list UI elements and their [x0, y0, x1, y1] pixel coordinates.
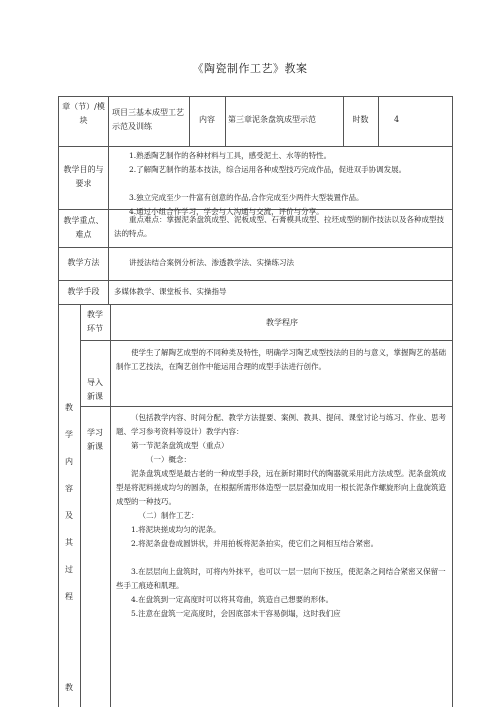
side-char: 内 [65, 457, 73, 466]
intro-text: 使学生了解陶艺成型的不同种类及特性，明确学习陶艺成型技法的目的与意义，掌握陶艺的基础制作工艺技法，在陶艺创作中能运用合理的成型手法进行创作。 [116, 348, 446, 371]
step-label: 教学环节 [87, 310, 103, 333]
side-char: 学 [65, 430, 73, 439]
chapter-value: 项目三基本成型工艺示范及训练 [112, 108, 184, 131]
study-para: 2.将泥条盘卷成圆饼状，并用拍板将泥条拍实，使它们之间相互结合紧密。 [131, 539, 379, 548]
means-label: 教学手段 [67, 287, 100, 296]
study-para: （包括教学内容、时间分配、教学方法提要、案例、教具、提问、课堂讨论与练习、作业、思考题、学习参考资料等设计）教学内容： [116, 413, 446, 436]
chapter-label: 章（节）/模块 [62, 102, 105, 125]
hours-value: 4 [394, 115, 400, 124]
side-char: 过 [65, 565, 73, 574]
goal-item: 1.熟悉陶艺制作的各种材料与工具，感受泥土、水等的特性。 [129, 151, 332, 160]
goal-item: 2.了解陶艺制作的基本技法，综合运用各种成型技巧完成作品，促进双手协调发展。 [129, 165, 407, 174]
side-char: 教 [65, 683, 73, 692]
key-points-label: 教学重点、难点 [63, 216, 104, 239]
methods-text: 讲授法结合案例分析法、渗透教学法、实操练习法 [129, 258, 294, 267]
intro-label: 导入新课 [87, 378, 103, 401]
side-char: 教 [65, 403, 73, 412]
study-para: 泥条盘筑成型是最古老的一种成型手段，远在新时期时代的陶器就采用此方法成型。泥条盘筑成型是将泥料搓成均匀的圆条，在根据所需形体造型一层层叠加成用一根长泥条作螺旋形向上盘旋筑造成型的一种技巧。 [116, 469, 446, 506]
methods-label: 教学方法 [67, 258, 100, 267]
side-char: 容 [65, 484, 73, 493]
hours-label: 时数 [352, 115, 369, 124]
side-char: 其 [65, 538, 73, 547]
page-title: 《陶瓷制作工艺》教案 [192, 62, 308, 75]
goal-item: 4.通过小组合作学习，学会与人沟通与交流，评价与分享。 [129, 207, 324, 216]
study-para: （一）概念： [146, 455, 191, 464]
study-label: 学习新课 [87, 428, 103, 451]
study-para: 3.在层层向上盘筑时，可将内外抹平，也可以一层一层向下按压，使泥条之间结合紧密又保留一些手工痕迹和肌理。 [116, 567, 446, 590]
study-para: 第一节泥条盘筑成型（重点） [131, 441, 229, 450]
side-char: 及 [65, 511, 73, 520]
program-label: 教学程序 [266, 318, 298, 327]
goals-label: 教学目的与要求 [63, 165, 104, 188]
goal-item: 3.独立完成至少一件富有创意的作品,合作完成至少两件大型装置作品。 [129, 193, 364, 202]
means-text: 多媒体教学、课堂板书、实操指导 [114, 287, 227, 296]
lesson-plan-table [58, 96, 453, 707]
study-para: （二）制作工艺： [138, 511, 199, 520]
side-char: 程 [65, 592, 73, 601]
study-para: 5.注意在盘筑一定高度时，会因底部未干容易倒塌，这时我们应 [131, 609, 341, 618]
content-label: 内容 [199, 115, 215, 124]
content-value: 第三章泥条盘筑成型示范 [228, 115, 316, 124]
study-para: 1.将泥块搓成均匀的泥条。 [131, 525, 221, 534]
key-points-text: 重点难点：掌握泥条盘筑成型、泥板成型、石膏模具成型、拉坯成型的制作技法以及各种成型技法的特点。 [114, 215, 444, 238]
study-para: 4.在盘筑到一定高度时可以将其弯曲，筑造自己想要的形体。 [131, 595, 334, 604]
